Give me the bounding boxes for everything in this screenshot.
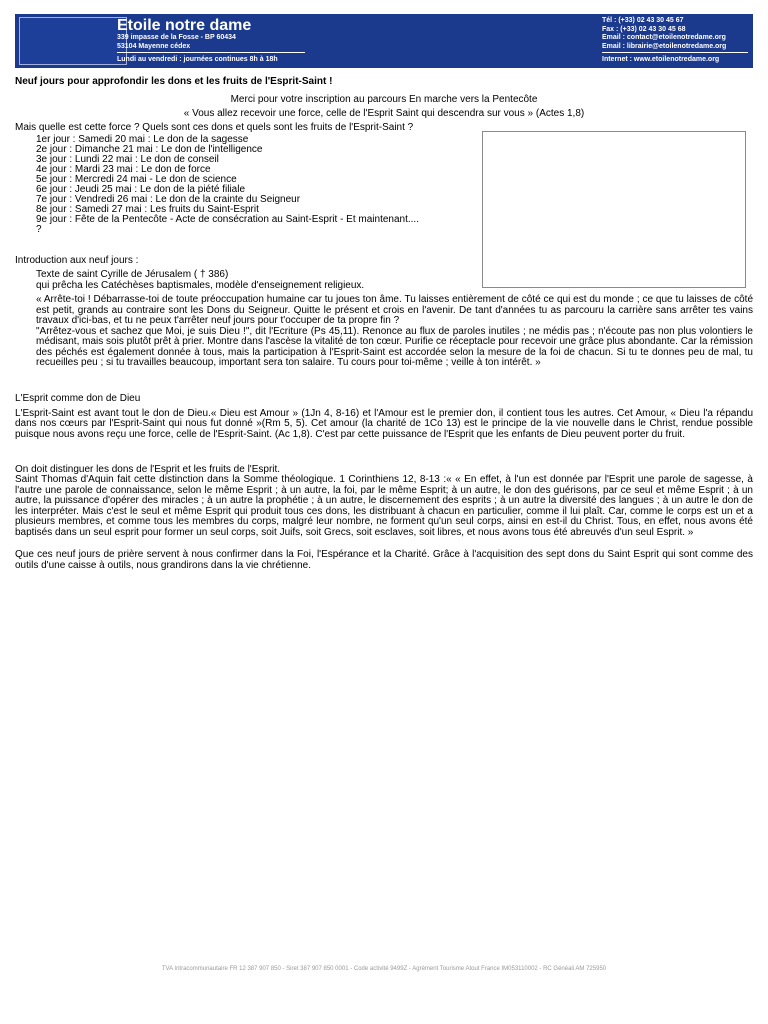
cyrille-attribution-1: Texte de saint Cyrille de Jérusalem ( † 386) bbox=[36, 269, 229, 280]
opening-hours: Lundi au vendredi : journées continues 8h à 18h bbox=[117, 56, 278, 63]
phone: Tél : (+33) 02 43 30 45 67 bbox=[602, 17, 684, 24]
day-item: 7e jour : Vendredi 26 mai : Le don de la crainte du Seigneur bbox=[36, 194, 301, 205]
logo-placeholder bbox=[19, 17, 127, 65]
cyrille-quote-p1: « Arrête-toi ! Débarrasse-toi de toute préoccupation humaine car tu joues ton âme. Tu laisses entièrement de côté ce qui est du monde ; ce que tu laisses de côté est petit, grands au contraire sont les Dons du Seigneur. Quitte le présent et crois en l'avenir. De tant d'années tu as parcouru la carrière sans arrêter tes vains travaux d'ici-bas, et tu ne peux t'arrêter neuf jours pour t'occuper de ta propre fin ? bbox=[36, 294, 753, 326]
address-line-1: 339 impasse de la Fosse - BP 60434 bbox=[117, 34, 236, 41]
day-item: 3e jour : Lundi 22 mai : Le don de conseil bbox=[36, 154, 219, 165]
address-line-2: 53104 Mayenne cédex bbox=[117, 42, 191, 50]
image-placeholder bbox=[482, 131, 746, 288]
header-divider-left bbox=[117, 52, 305, 53]
day-item: 1er jour : Samedi 20 mai : Le don de la sagesse bbox=[36, 134, 249, 145]
website-link[interactable]: Internet : www.etoilenotredame.org bbox=[602, 56, 720, 63]
day-item: 4e jour : Mardi 23 mai : Le don de force bbox=[36, 164, 211, 175]
novena-schedule bbox=[36, 135, 476, 235]
section-1-title: L'Esprit comme don de Dieu bbox=[15, 392, 141, 404]
page-title: Neuf jours pour approfondir les dons et les fruits de l'Esprit-Saint ! bbox=[15, 76, 333, 87]
cyrille-attribution-2: qui prêcha les Catéchèses baptismales, modèle d'enseignement religieux. bbox=[36, 280, 365, 291]
legal-footer: TVA Intracommunautaire FR 12 387 907 850 - Siret 387 907 850 0001 - Code activité 9499Z - Agrément Tourisme Atout France IM053110002 - RC Généali AM 725950 bbox=[161, 966, 607, 972]
document-body bbox=[15, 72, 753, 571]
conclusion: Que ces neuf jours de prière servent à nous confirmer dans la Foi, l'Espérance et la Charité. Grâce à l'acquisition des sept dons du Saint Esprit qui sont comme des outils d'une caisse à outils, nous grandirons dans la vie chrétienne. bbox=[15, 549, 753, 571]
acts-quote: « Vous allez recevoir une force, celle de l'Esprit Saint qui descendra sur vous » (Actes 1,8) bbox=[183, 108, 585, 119]
section-2-title: On doit distinguer les dons de l'Esprit et les fruits de l'Esprit. bbox=[15, 464, 281, 475]
section-2-text: Saint Thomas d'Aquin fait cette distinction dans la Somme théologique. 1 Corinthiens 12, 8-13 :« « En effet, à l'un est donnée par l'Esprit une parole de sagesse, à l'autre une parole de connaissance, selon le même Esprit ; à un autre, la foi, par le même Esprit; à un autre, le don des guérisons, par ce seul et même Esprit ; à un autre, la puissance d'opérer des miracles ; à un autre la prophétie ; à un autre, le discernement des esprits ; à un autre la diversité des langues ; à un autre le don de les interpréter. Mais c'est le seul et même Esprit qui produit tous ces dons, les distribuant à chacun en particulier, comme il lui plaît. Car, comme le corps est un et a plusieurs membres, et comme tous les membres du corps, malgré leur nombre, ne forment qu'un seul corps, ainsi en est-il du Christ. Tous, en effet, nous avons été baptisés dans un seul esprit pour former un seul corps, soit Juifs, soit Grecs, soit esclaves, soit libres, et nous avons tous été abreuvés d'un seul Esprit. » bbox=[15, 474, 753, 538]
section-1-text: L'Esprit-Saint est avant tout le don de Dieu.« Dieu est Amour » (1Jn 4, 8-16) et l'Amour est le premier don, il contient tous les autres. Cet Amour, « Dieu l'a répandu dans nos cœurs par l'Esprit-Saint qui nous fut donné »(Rm 5, 5). Cet amour (la charité de 1Co 13) est le principe de la vie nouvelle dans le Christ, rendue possible puisque nous avons reçu une force, celle de l'Esprit-Saint. (Ac 1,8). C'est par cette puissance de l'Esprit que les enfants de Dieu peuvent porter du fruit. bbox=[15, 407, 753, 440]
email-librairie[interactable]: Email : librairie@etoilenotredame.org bbox=[602, 42, 727, 50]
question-line: Mais quelle est cette force ? Quels sont ces dons et quels sont les fruits de l'Esprit-Saint ? bbox=[15, 122, 414, 133]
cyrille-quote bbox=[36, 295, 753, 369]
day-item: 2e jour : Dimanche 21 mai : Le don de l'intelligence bbox=[36, 144, 263, 155]
brand-name: Etoile notre dame bbox=[117, 17, 252, 34]
fax: Fax : (+33) 02 43 30 45 68 bbox=[602, 25, 686, 33]
day-item: 9e jour : Fête de la Pentecôte - Acte de consécration au Saint-Esprit - Et maintenant.... bbox=[36, 214, 419, 225]
contact-block bbox=[602, 17, 726, 51]
header-divider-right bbox=[602, 52, 748, 53]
cyrille-quote-p2: "Arrêtez-vous et sachez que Moi, je suis Dieu !", dit l'Ecriture (Ps 45,11). Renonce au flux de paroles inutiles ; ne médis pas ; n'écoute pas non plus volontiers le médisant, mais sois plutôt prêt à prier. Montre dans l'ascèse la vitalité de ton cœur. Purifie ce réceptacle pour recevoir une grâce plus abondante. Car la rémission des péchés est également donnée à tous, mais la participation à l'Esprit-Saint est accordée selon la mesure de la foi de chacun. Si tu te donnes peu de mal, tu recueilles peu ; si tu travailles beaucoup, important sera ton salaire. Tu cours pour toi-même ; veille à ton intérêt. » bbox=[36, 325, 753, 368]
day-item: 6e jour : Jeudi 25 mai : Le don de la piété filiale bbox=[36, 184, 246, 195]
day-item: ? bbox=[36, 224, 42, 235]
address-block bbox=[117, 34, 236, 51]
day-item: 5e jour : Mercredi 24 mai - Le don de science bbox=[36, 174, 237, 185]
day-item: 8e jour : Samedi 27 mai : Les fruits du Saint-Esprit bbox=[36, 204, 259, 215]
thanks-line: Merci pour votre inscription au parcours En marche vers la Pentecôte bbox=[230, 94, 538, 105]
intro-heading: Introduction aux neuf jours : bbox=[15, 255, 139, 266]
email-contact[interactable]: Email : contact@etoilenotredame.org bbox=[602, 34, 726, 41]
letterhead-banner bbox=[15, 14, 753, 68]
